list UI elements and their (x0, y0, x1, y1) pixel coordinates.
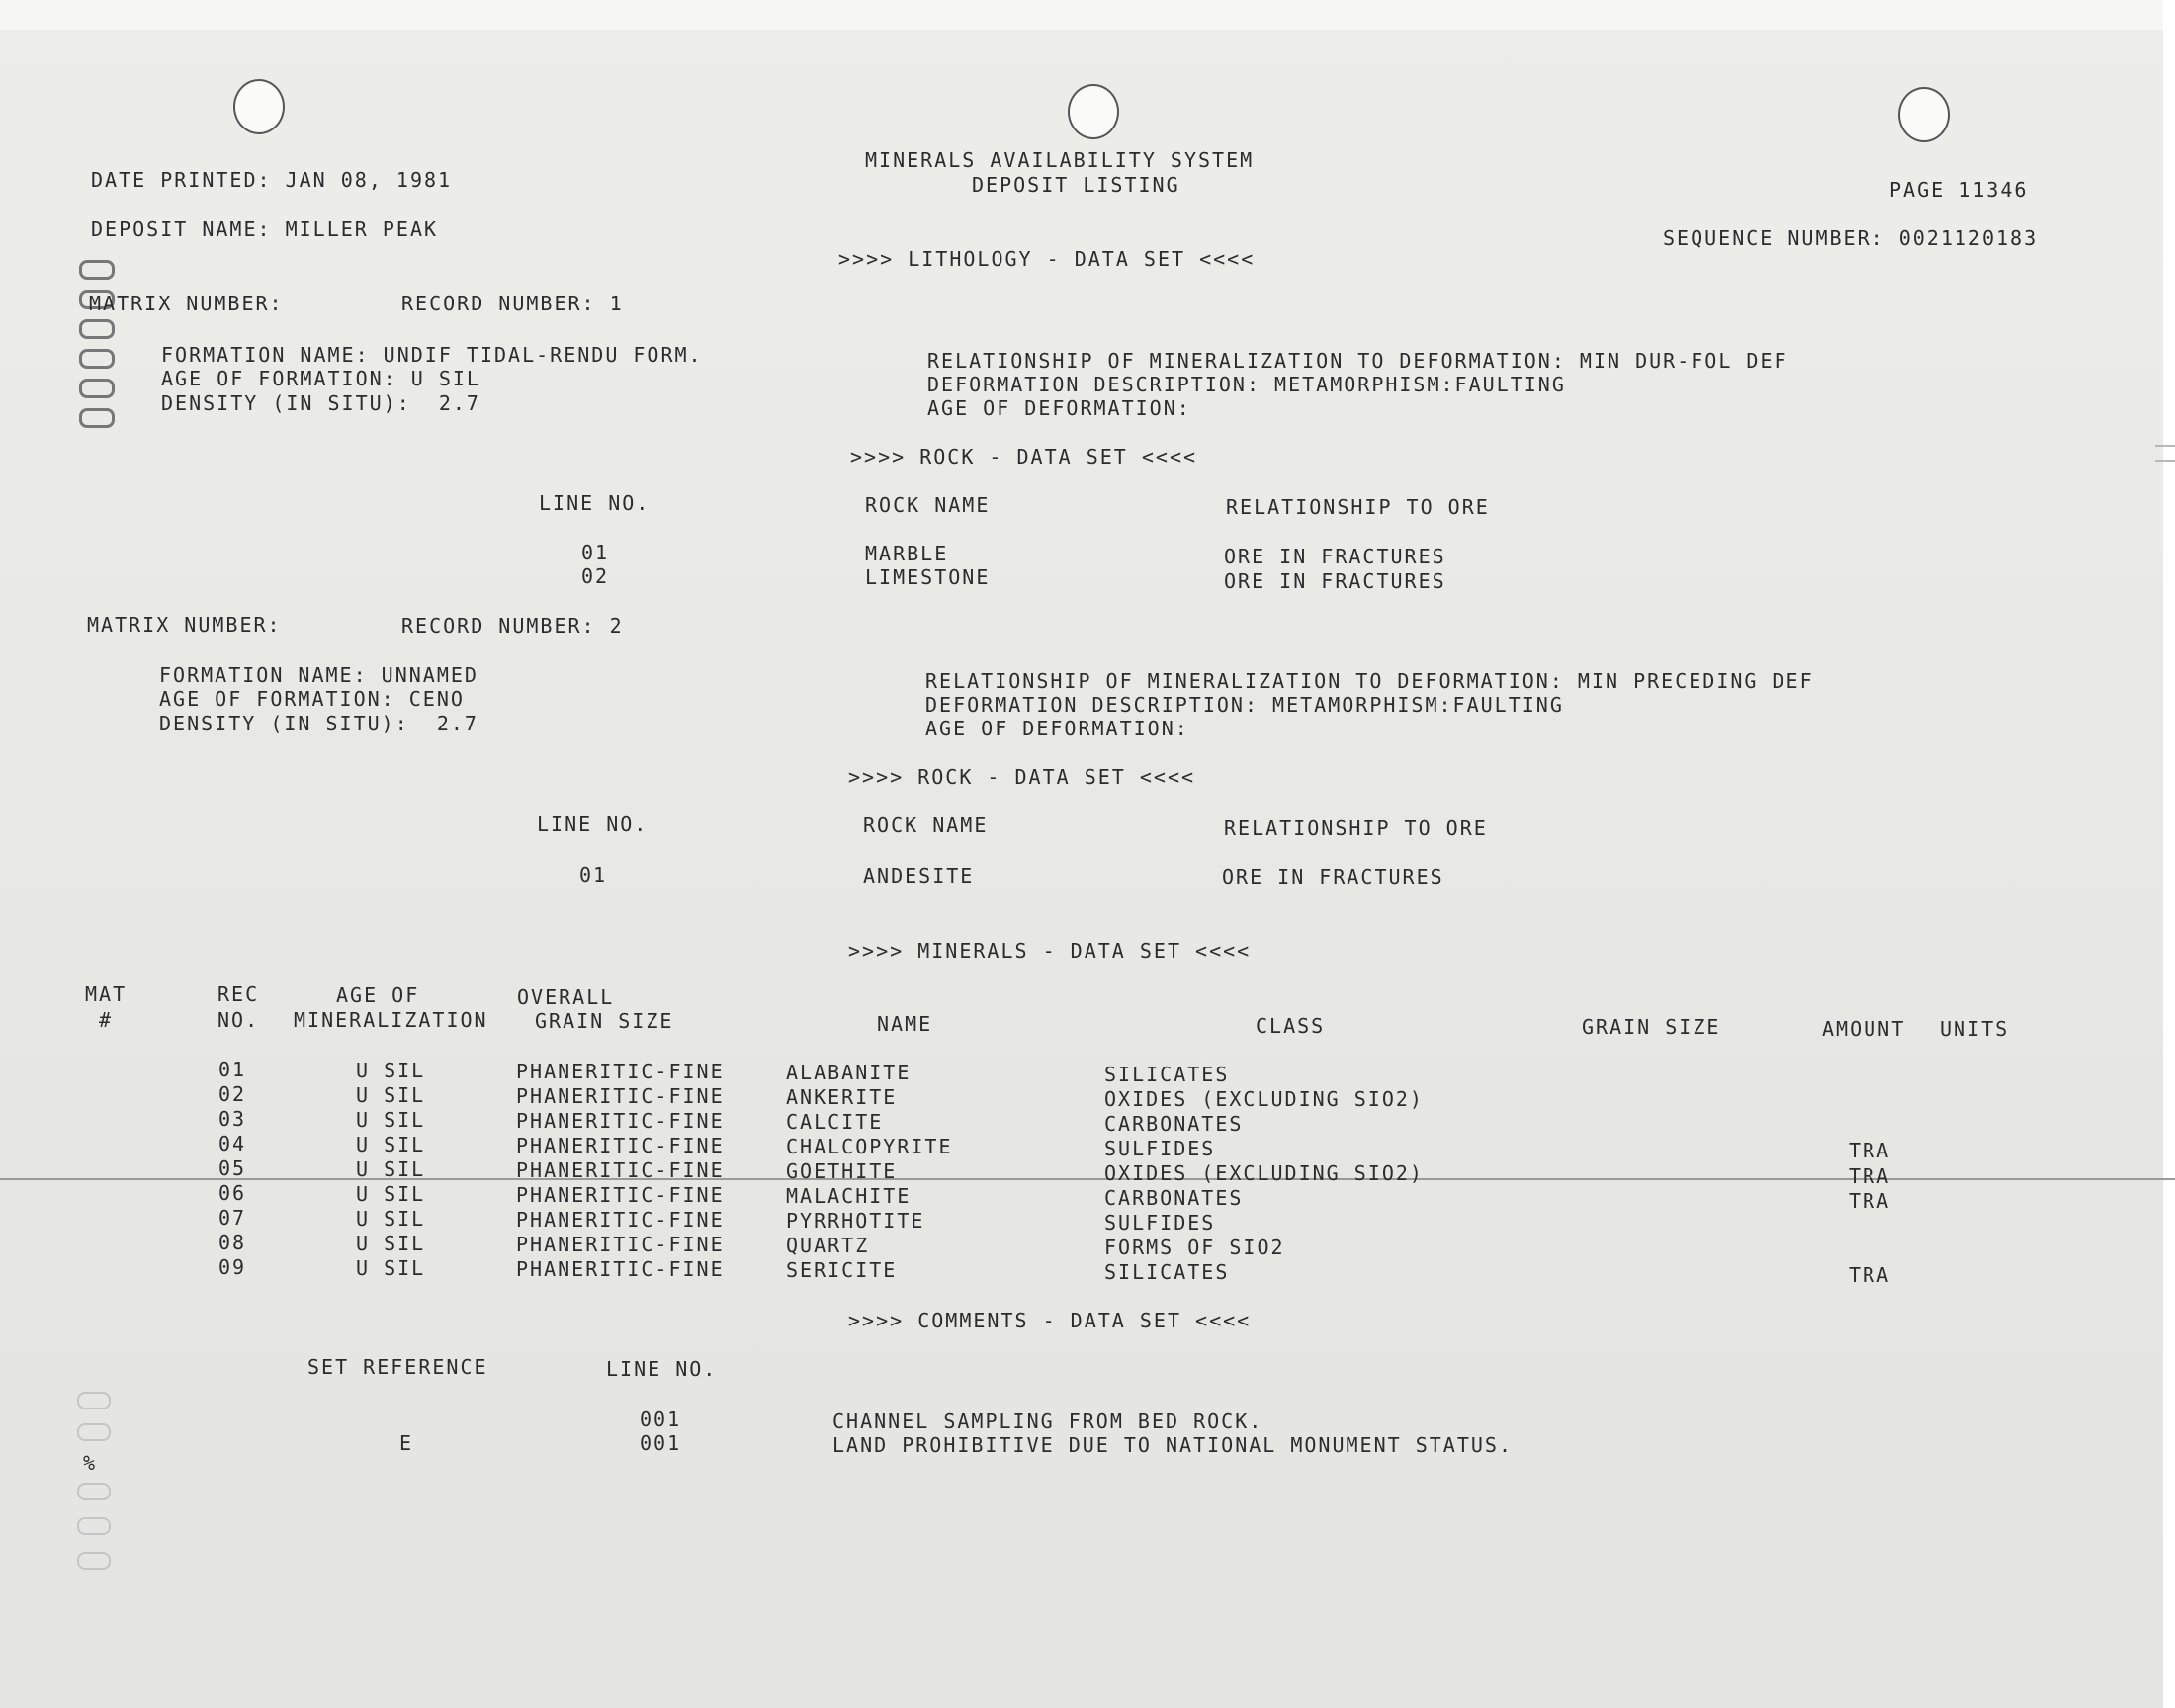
comments-header-line-no: LINE NO. (606, 1357, 718, 1381)
percent-mark: % (83, 1451, 98, 1475)
deposit-name: DEPOSIT NAME: MILLER PEAK (91, 217, 439, 241)
rock-header-rock-name: ROCK NAME (865, 493, 991, 517)
mineral-grain: PHANERITIC-FINE (516, 1109, 725, 1133)
mineral-class: SULFIDES (1104, 1211, 1216, 1235)
mineral-age: U SIL (356, 1157, 426, 1181)
page-number: PAGE 11346 (1889, 178, 2029, 202)
rock-section-title: >>>> ROCK - DATA SET <<<< (850, 445, 1198, 469)
mineral-age: U SIL (356, 1182, 426, 1206)
minerals-header-name: NAME (877, 1012, 933, 1036)
mineral-rec: 04 (218, 1132, 247, 1155)
mineral-rec: 02 (218, 1082, 247, 1106)
mineral-amount: TRA (1849, 1139, 1891, 1162)
paper-right-edge (2163, 0, 2175, 1708)
lithology-section-title: >>>> LITHOLOGY - DATA SET <<<< (838, 247, 1256, 271)
minerals-header-rec-no: NO. (218, 1008, 260, 1032)
matrix-number-label: MATRIX NUMBER: (89, 292, 284, 315)
minerals-header-class: CLASS (1256, 1014, 1326, 1038)
mineral-amount: TRA (1849, 1164, 1891, 1188)
rock-header-relationship: RELATIONSHIP TO ORE (1224, 816, 1488, 840)
mineralization-relationship: RELATIONSHIP OF MINERALIZATION TO DEFORMATION: MIN DUR-FOL DEF (927, 349, 1788, 373)
rock-header-line-no: LINE NO. (539, 491, 651, 515)
margin-mark-icon (79, 349, 115, 369)
minerals-header-mat: MAT (85, 982, 128, 1006)
mineral-age: U SIL (356, 1133, 426, 1156)
mineral-age: U SIL (356, 1108, 426, 1132)
rock-name: ANDESITE (863, 864, 975, 888)
rock-line-no: 02 (581, 564, 610, 588)
mineral-name: QUARTZ (786, 1234, 870, 1257)
rock-line-no: 01 (579, 863, 608, 887)
minerals-header-mat-hash: # (99, 1008, 114, 1032)
margin-mark-icon (77, 1517, 111, 1535)
minerals-header-units: UNITS (1940, 1017, 2010, 1041)
rock-section-title: >>>> ROCK - DATA SET <<<< (848, 765, 1196, 789)
mineral-class: OXIDES (EXCLUDING SIO2) (1104, 1087, 1424, 1111)
punch-hole-icon (1068, 84, 1119, 139)
mineral-age: U SIL (356, 1059, 426, 1082)
mineral-grain: PHANERITIC-FINE (516, 1183, 725, 1207)
comment-line-no: 001 (640, 1408, 682, 1431)
punch-hole-icon (233, 79, 285, 134)
margin-mark-icon (79, 379, 115, 398)
mineral-grain: PHANERITIC-FINE (516, 1134, 725, 1157)
comment-line-no: 001 (640, 1431, 682, 1455)
mineral-name: ANKERITE (786, 1085, 898, 1109)
paper-top-edge (0, 0, 2175, 30)
mineral-rec: 08 (218, 1231, 247, 1254)
mineral-age: U SIL (356, 1207, 426, 1231)
mineral-grain: PHANERITIC-FINE (516, 1208, 725, 1232)
age-of-deformation: AGE OF DEFORMATION: (925, 717, 1189, 740)
mineral-name: CHALCOPYRITE (786, 1135, 953, 1158)
rock-relationship: ORE IN FRACTURES (1224, 545, 1446, 568)
system-title: MINERALS AVAILABILITY SYSTEM (865, 148, 1255, 172)
mineralization-relationship: RELATIONSHIP OF MINERALIZATION TO DEFORMATION: MIN PRECEDING DEF (925, 669, 1814, 693)
density: DENSITY (IN SITU): 2.7 (159, 712, 478, 735)
age-of-deformation: AGE OF DEFORMATION: (927, 396, 1191, 420)
mineral-class: OXIDES (EXCLUDING SIO2) (1104, 1161, 1424, 1185)
mineral-class: CARBONATES (1104, 1112, 1244, 1136)
minerals-header-mineralization: MINERALIZATION (294, 1008, 488, 1032)
margin-mark-icon (77, 1392, 111, 1409)
mineral-name: ALABANITE (786, 1061, 912, 1084)
minerals-header-grain-size: GRAIN SIZE (535, 1009, 674, 1033)
mineral-class: SILICATES (1104, 1260, 1230, 1284)
mineral-name: SERICITE (786, 1258, 898, 1282)
margin-mark-icon (79, 408, 115, 428)
age-of-formation: AGE OF FORMATION: CENO (159, 687, 465, 711)
mineral-rec: 09 (218, 1255, 247, 1279)
mineral-age: U SIL (356, 1232, 426, 1255)
comment-text: LAND PROHIBITIVE DUE TO NATIONAL MONUMENT STATUS. (832, 1433, 1514, 1457)
minerals-section-title: >>>> MINERALS - DATA SET <<<< (848, 939, 1252, 963)
mineral-grain: PHANERITIC-FINE (516, 1158, 725, 1182)
date-printed: DATE PRINTED: JAN 08, 1981 (91, 168, 453, 192)
comment-set-reference: E (399, 1431, 414, 1455)
mineral-age: U SIL (356, 1256, 426, 1280)
formation-name: FORMATION NAME: UNNAMED (159, 663, 478, 687)
comments-section-title: >>>> COMMENTS - DATA SET <<<< (848, 1309, 1252, 1332)
mineral-grain: PHANERITIC-FINE (516, 1060, 725, 1083)
margin-mark-icon (77, 1483, 111, 1500)
matrix-number-label: MATRIX NUMBER: (87, 613, 282, 637)
listing-title: DEPOSIT LISTING (972, 173, 1180, 197)
mineral-rec: 03 (218, 1107, 247, 1131)
rock-line-no: 01 (581, 541, 610, 564)
mineral-name: CALCITE (786, 1110, 884, 1134)
deformation-description: DEFORMATION DESCRIPTION: METAMORPHISM:FAULTING (925, 693, 1564, 717)
deformation-description: DEFORMATION DESCRIPTION: METAMORPHISM:FAULTING (927, 373, 1566, 396)
comment-text: CHANNEL SAMPLING FROM BED ROCK. (832, 1409, 1263, 1433)
mineral-amount: TRA (1849, 1189, 1891, 1213)
mineral-name: PYRRHOTITE (786, 1209, 925, 1233)
mineral-class: SILICATES (1104, 1063, 1230, 1086)
comments-header-set-reference: SET REFERENCE (307, 1355, 488, 1379)
mineral-name: MALACHITE (786, 1184, 912, 1208)
punch-hole-icon (1898, 87, 1950, 142)
mineral-rec: 05 (218, 1156, 247, 1180)
margin-mark-icon (79, 260, 115, 280)
minerals-header-grain: GRAIN SIZE (1582, 1015, 1721, 1039)
formation-name: FORMATION NAME: UNDIF TIDAL-RENDU FORM. (161, 343, 703, 367)
mineral-class: FORMS OF SIO2 (1104, 1236, 1285, 1259)
rock-header-line-no: LINE NO. (537, 812, 649, 836)
age-of-formation: AGE OF FORMATION: U SIL (161, 367, 480, 390)
mineral-age: U SIL (356, 1083, 426, 1107)
mineral-rec: 07 (218, 1206, 247, 1230)
rock-header-rock-name: ROCK NAME (863, 813, 989, 837)
edge-tick (2155, 445, 2175, 447)
minerals-header-overall: OVERALL (517, 985, 615, 1009)
mineral-amount: TRA (1849, 1263, 1891, 1287)
minerals-header-amount: AMOUNT (1822, 1017, 1906, 1041)
minerals-header-rec: REC (218, 982, 260, 1006)
mineral-grain: PHANERITIC-FINE (516, 1233, 725, 1256)
margin-mark-icon (79, 319, 115, 339)
minerals-header-age: AGE OF (336, 983, 420, 1007)
density: DENSITY (IN SITU): 2.7 (161, 391, 480, 415)
mineral-class: CARBONATES (1104, 1186, 1244, 1210)
mineral-grain: PHANERITIC-FINE (516, 1084, 725, 1108)
rock-header-relationship: RELATIONSHIP TO ORE (1226, 495, 1490, 519)
mineral-name: GOETHITE (786, 1159, 898, 1183)
sequence-number: SEQUENCE NUMBER: 0021120183 (1663, 226, 2039, 250)
mineral-class: SULFIDES (1104, 1137, 1216, 1160)
edge-tick (2155, 460, 2175, 462)
rock-relationship: ORE IN FRACTURES (1222, 865, 1444, 889)
rock-name: LIMESTONE (865, 565, 991, 589)
rock-name: MARBLE (865, 542, 949, 565)
record-number: RECORD NUMBER: 2 (401, 614, 624, 638)
mineral-grain: PHANERITIC-FINE (516, 1257, 725, 1281)
record-number: RECORD NUMBER: 1 (401, 292, 624, 315)
mineral-rec: 01 (218, 1058, 247, 1081)
rock-relationship: ORE IN FRACTURES (1224, 569, 1446, 593)
mineral-rec: 06 (218, 1181, 247, 1205)
margin-mark-icon (77, 1423, 111, 1441)
margin-mark-icon (77, 1552, 111, 1570)
